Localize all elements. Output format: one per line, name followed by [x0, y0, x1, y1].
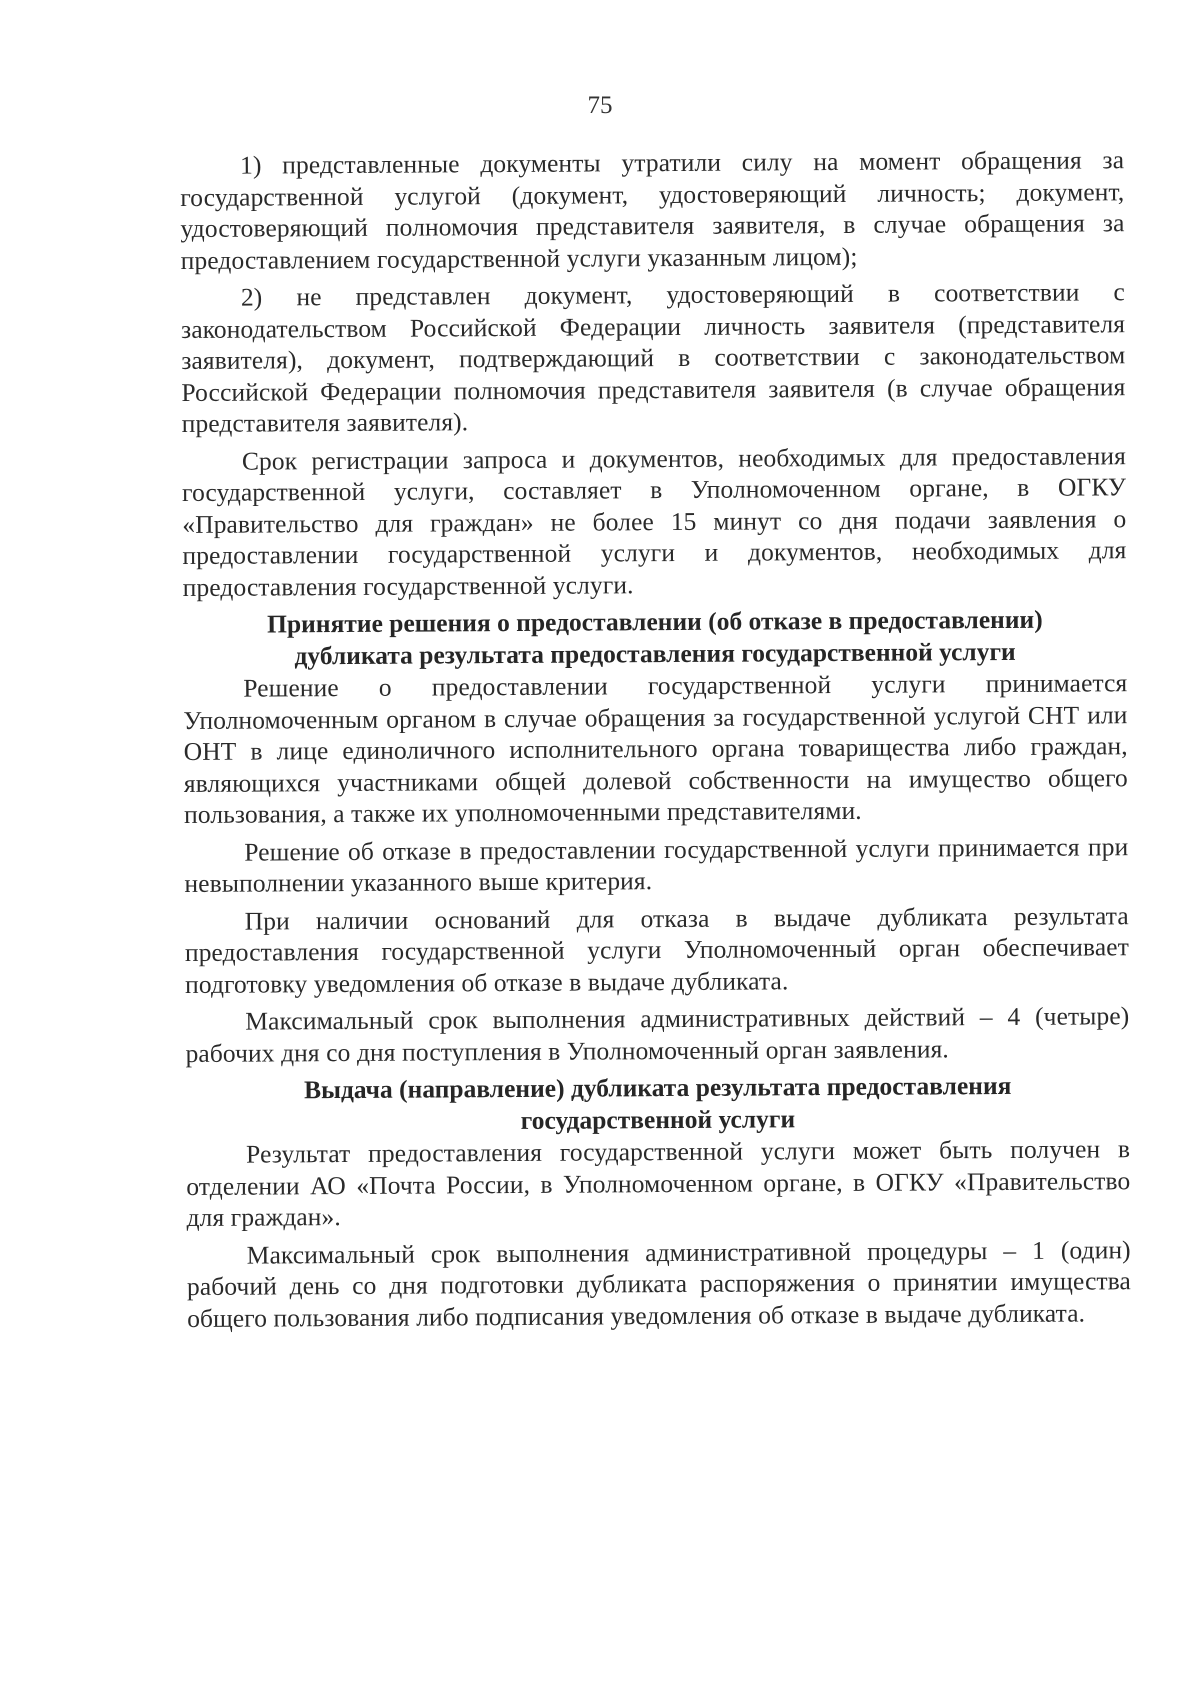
section-decision — [183, 603, 1130, 1069]
paragraph: Максимальный срок выполнения административных действий – 4 (четыре) рабочих дня со дня поступления в Уполномоченный орган заявления. — [185, 1001, 1130, 1068]
paragraph: Решение о предоставлении государственной услуги принимается Уполномоченным органом в случае обращения за государственной услугой СНТ или ОНТ в лице единоличного исполнительного органа товарищества либо граждан, являющихся участниками общей долевой собственности на имущество общего пользования, а также их уполномоченными представителями. — [183, 668, 1128, 829]
section-issuance — [186, 1069, 1132, 1334]
document-body — [180, 144, 1131, 1340]
page-number: 75 — [587, 92, 613, 119]
section-heading — [183, 603, 1127, 673]
paragraph: Результат предоставления государственной услуги может быть получен в отделении АО «Почта России, в Уполномоченном органе, в ОГКУ «Правительство для граждан». — [186, 1134, 1131, 1232]
heading-line: дубликата результата предоставления государственной услуги — [294, 636, 1016, 671]
paragraph: 1) представленные документы утратили силу на момент обращения за государственной услугой (документ, удостоверяющий личность; документ, удостоверяющий полномочия представителя заявителя, в случае обращения за предоставлением государственной услуги указанным лицом); — [180, 145, 1125, 275]
paragraph: 2) не представлен документ, удостоверяющий в соответствии с законодательством Российской Федерации личность заявителя (представителя заявителя), документ, подтверждающий в соответствии с законодательством Российской Федерации полномочия представителя заявителя (в случае обращения представителя заявителя). — [181, 277, 1126, 438]
paragraph: Максимальный срок выполнения административной процедуры – 1 (один) рабочий день со дня подготовки дубликата распоряжения о принятии имущества общего пользования либо подписания уведомления об отказе в выдаче дубликата. — [186, 1234, 1132, 1333]
section-heading — [186, 1069, 1130, 1139]
heading-line: Принятие решения о предоставлении (об отказе в предоставлении) — [267, 604, 1043, 639]
paragraph: Решение об отказе в предоставлении государственной услуги принимается при невыполнении указанного выше критерия. — [184, 831, 1129, 898]
heading-line: Выдача (направление) дубликата результата предоставления — [303, 1070, 1012, 1105]
paragraph: При наличии оснований для отказа в выдаче дубликата результата предоставления государственной услуги Уполномоченный орган обеспечивает подготовку уведомления об отказе в выдаче дубликата. — [184, 900, 1129, 999]
heading-line: государственной услуги — [520, 1104, 796, 1135]
paragraph: Срок регистрации запроса и документов, необходимых для предоставления государственной услуги, составляет в Уполномоченном органе, в ОГКУ «Правительство для граждан» не более 15 минут со дня подачи заявления о предоставлении государственной услуги и документов, необходимых для предоставления государственной услуги. — [182, 440, 1127, 602]
section-refusal-grounds — [180, 144, 1127, 603]
